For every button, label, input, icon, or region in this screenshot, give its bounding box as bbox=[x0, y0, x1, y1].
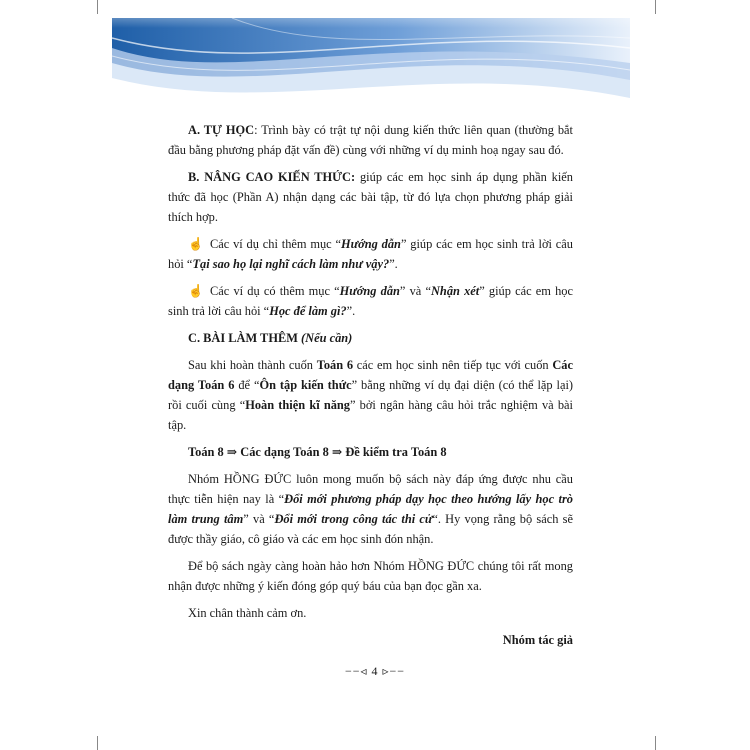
note-1-question: Tại sao họ lại nghĩ cách làm như vậy? bbox=[192, 257, 390, 271]
wave-banner bbox=[112, 18, 630, 128]
page-number: −−◃ 4 ▹−− bbox=[344, 664, 406, 678]
crop-mark bbox=[97, 0, 98, 14]
crop-mark bbox=[97, 736, 98, 750]
note-2-emph: Hướng dẫn bbox=[339, 284, 400, 298]
note-2-question: Học để làm gì? bbox=[269, 304, 347, 318]
paragraph-feedback bbox=[168, 556, 573, 596]
thanks-text: Xin chân thành cảm ơn. bbox=[188, 606, 307, 620]
section-a-label: A. TỰ HỌC bbox=[188, 123, 255, 137]
note-2 bbox=[168, 281, 573, 321]
note-1-text: ”. bbox=[389, 257, 398, 271]
section-a bbox=[168, 120, 573, 160]
para-text: Để bộ sách ngày càng hoàn hảo hơn Nhóm HỒNG ĐỨC chúng tôi rất mong nhận được những ý kiến đóng góp quý báu của bạn đọc gần xa. bbox=[168, 559, 573, 593]
note-1-text: Các ví dụ chỉ thêm mục “ bbox=[210, 237, 342, 251]
section-c-note: (Nếu cần) bbox=[301, 331, 353, 345]
book-sequence bbox=[168, 442, 573, 462]
signature: Nhóm tác giả bbox=[502, 633, 573, 647]
para-text: Nhóm HỒNG ĐỨC luôn mong muốn bộ sách này đáp ứng được nhu cầu thực tiễn hiện nay là “ bbox=[168, 472, 573, 506]
emph-text: Đổi mới trong công tác thi cử bbox=[274, 512, 433, 526]
note-1-emph: Hướng dẫn bbox=[341, 237, 401, 251]
note-1 bbox=[168, 234, 573, 274]
section-c-label: C. BÀI LÀM THÊM bbox=[188, 331, 302, 345]
note-1-text: ” giúp các em học sinh trả lời câu hỏi “ bbox=[168, 237, 574, 271]
para-text: ” và “ bbox=[243, 512, 275, 526]
para-text: ” bởi ngân hàng câu hỏi trắc nghiệm và bài tập. bbox=[168, 398, 573, 432]
hand-pointer-icon: ☝ bbox=[188, 237, 204, 251]
para-text: các em học sinh nên tiếp tục với cuốn bbox=[353, 358, 553, 372]
section-b bbox=[168, 167, 573, 227]
section-b-text: giúp các em học sinh áp dụng phần kiến thức đã học (Phần A) nhận dạng các bài tập, từ đó lựa chọn phương pháp giải thích hợp. bbox=[168, 170, 573, 224]
book-title: Các dạng Toán 6 bbox=[168, 358, 573, 392]
para-text: ” bằng những ví dụ đại diện (có thể lặp lại) rồi cuối cùng “ bbox=[168, 378, 574, 412]
note-2-text: ”. bbox=[346, 304, 356, 318]
note-2-text: Các ví dụ có thêm mục “ bbox=[210, 284, 340, 298]
sequence-text: Toán 8 ⇒ Các dạng Toán 8 ⇒ Đề kiểm tra Toán 8 bbox=[188, 445, 447, 459]
note-2-emph: Nhận xét bbox=[430, 284, 480, 298]
note-2-text: ” giúp các em học sinh trả lời câu hỏi “ bbox=[168, 284, 573, 318]
para-text: để “ bbox=[234, 378, 260, 392]
crop-mark bbox=[655, 736, 656, 750]
note-2-text: ” và “ bbox=[399, 284, 431, 298]
emph-text: Ôn tập kiến thức bbox=[259, 378, 352, 392]
emph-text: Đổi mới phương pháp dạy học theo hướng lấy học trò làm trung tâm bbox=[168, 492, 573, 526]
hand-pointer-icon: ☝ bbox=[188, 284, 204, 298]
crop-mark bbox=[655, 0, 656, 14]
paragraph-books bbox=[168, 355, 573, 435]
section-b-label: B. NÂNG CAO KIẾN THỨC: bbox=[188, 170, 356, 184]
book-title: Toán 6 bbox=[316, 358, 354, 372]
section-a-text: : Trình bày có trật tự nội dung kiến thức liên quan (thường bắt đầu bằng phương pháp đặt vấn đề) cùng với những ví dụ minh hoạ ngay sau đó. bbox=[168, 123, 573, 157]
paragraph-mission bbox=[168, 469, 573, 549]
para-text: “. Hy vọng rằng bộ sách sẽ được thầy giáo, cô giáo và các em học sinh đón nhận. bbox=[168, 512, 573, 546]
section-c bbox=[168, 328, 573, 348]
preface-content bbox=[168, 120, 573, 650]
emph-text: Hoàn thiện kĩ năng bbox=[245, 398, 350, 412]
thanks-line bbox=[168, 603, 573, 623]
para-text: Sau khi hoàn thành cuốn bbox=[188, 358, 317, 372]
